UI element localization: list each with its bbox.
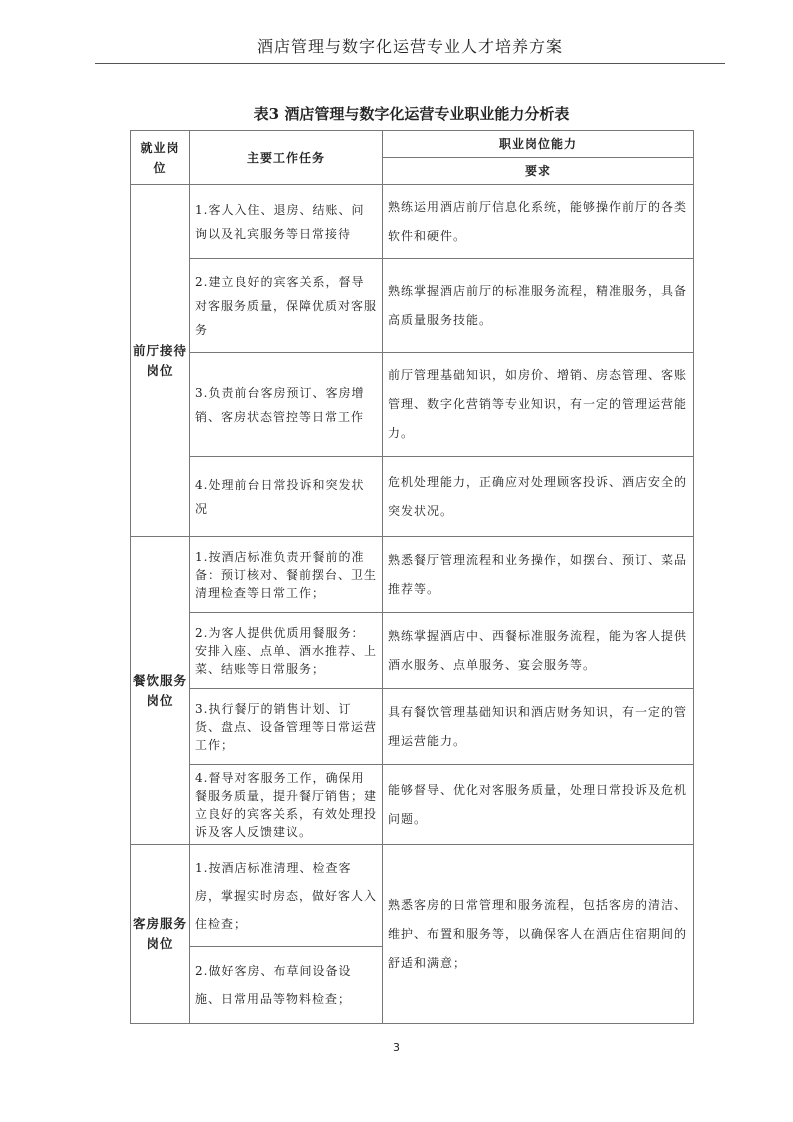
task-cell: 3.负责前台客房预订、客房增销、客房状态管控等日常工作 (190, 353, 383, 457)
task-cell: 2.建立良好的宾客关系，督导对客服务质量，保障优质对客服务 (190, 259, 383, 353)
col-header-requirement: 要求 (383, 158, 694, 185)
header-rule (95, 63, 725, 64)
col-header-ability: 职业岗位能力 (383, 131, 694, 158)
post-housekeeping: 客房服务岗位 (131, 845, 190, 1024)
task-cell: 1.客人入住、退房、结账、问询以及礼宾服务等日常接待 (190, 185, 383, 259)
ability-analysis-table (130, 130, 694, 1024)
task-cell: 1.按酒店标准负责开餐前的准备：预订核对、餐前摆台、卫生清理检查等日常工作； (190, 537, 383, 613)
col-header-post: 就业岗位 (131, 131, 190, 185)
requirement-cell: 熟练运用酒店前厅信息化系统，能够操作前厅的各类软件和硬件。 (383, 185, 694, 259)
table-title: 表3 酒店管理与数字化运营专业职业能力分析表 (253, 105, 570, 123)
task-cell: 2.为客人提供优质用餐服务：安排入座、点单、酒水推荐、上菜、结账等日常服务； (190, 613, 383, 689)
col-header-tasks: 主要工作任务 (190, 131, 383, 185)
task-cell: 2.做好客房、布草间设备设施、日常用品等物料检查； (190, 947, 383, 1024)
requirement-cell: 熟悉客房的日常管理和服务流程，包括客房的清洁、维护、布置和服务等，以确保客人在酒店住宿期间的舒适和满意； (383, 845, 694, 1024)
page-number: 3 (393, 1041, 400, 1054)
task-cell: 4.督导对客服务工作，确保用餐服务质量，提升餐厅销售；建立良好的宾客关系，有效处理投诉及客人反馈建议。 (190, 765, 383, 845)
requirement-cell: 危机处理能力，正确应对处理顾客投诉、酒店安全的突发状况。 (383, 457, 694, 537)
post-food-beverage: 餐饮服务岗位 (131, 537, 190, 845)
running-header: 酒店管理与数字化运营专业人才培养方案 (256, 37, 563, 56)
requirement-cell: 前厅管理基础知识，如房价、增销、房态管理、客账管理、数字化营销等专业知识，有一定的管理运营能力。 (383, 353, 694, 457)
task-cell: 1.按酒店标准清理、检查客房，掌握实时房态，做好客人入住检查； (190, 845, 383, 947)
requirement-cell: 熟练掌握酒店前厅的标准服务流程，精准服务，具备高质量服务技能。 (383, 259, 694, 353)
requirement-cell: 熟练掌握酒店中、西餐标准服务流程，能为客人提供酒水服务、点单服务、宴会服务等。 (383, 613, 694, 689)
task-cell: 3.执行餐厅的销售计划、订货、盘点、设备管理等日常运营工作； (190, 689, 383, 765)
post-front-desk: 前厅接待岗位 (131, 185, 190, 537)
requirement-cell: 熟悉餐厅管理流程和业务操作，如摆台、预订、菜品推荐等。 (383, 537, 694, 613)
task-cell: 4.处理前台日常投诉和突发状况 (190, 457, 383, 537)
requirement-cell: 具有餐饮管理基础知识和酒店财务知识，有一定的管理运营能力。 (383, 689, 694, 765)
requirement-cell: 能够督导、优化对客服务质量，处理日常投诉及危机问题。 (383, 765, 694, 845)
